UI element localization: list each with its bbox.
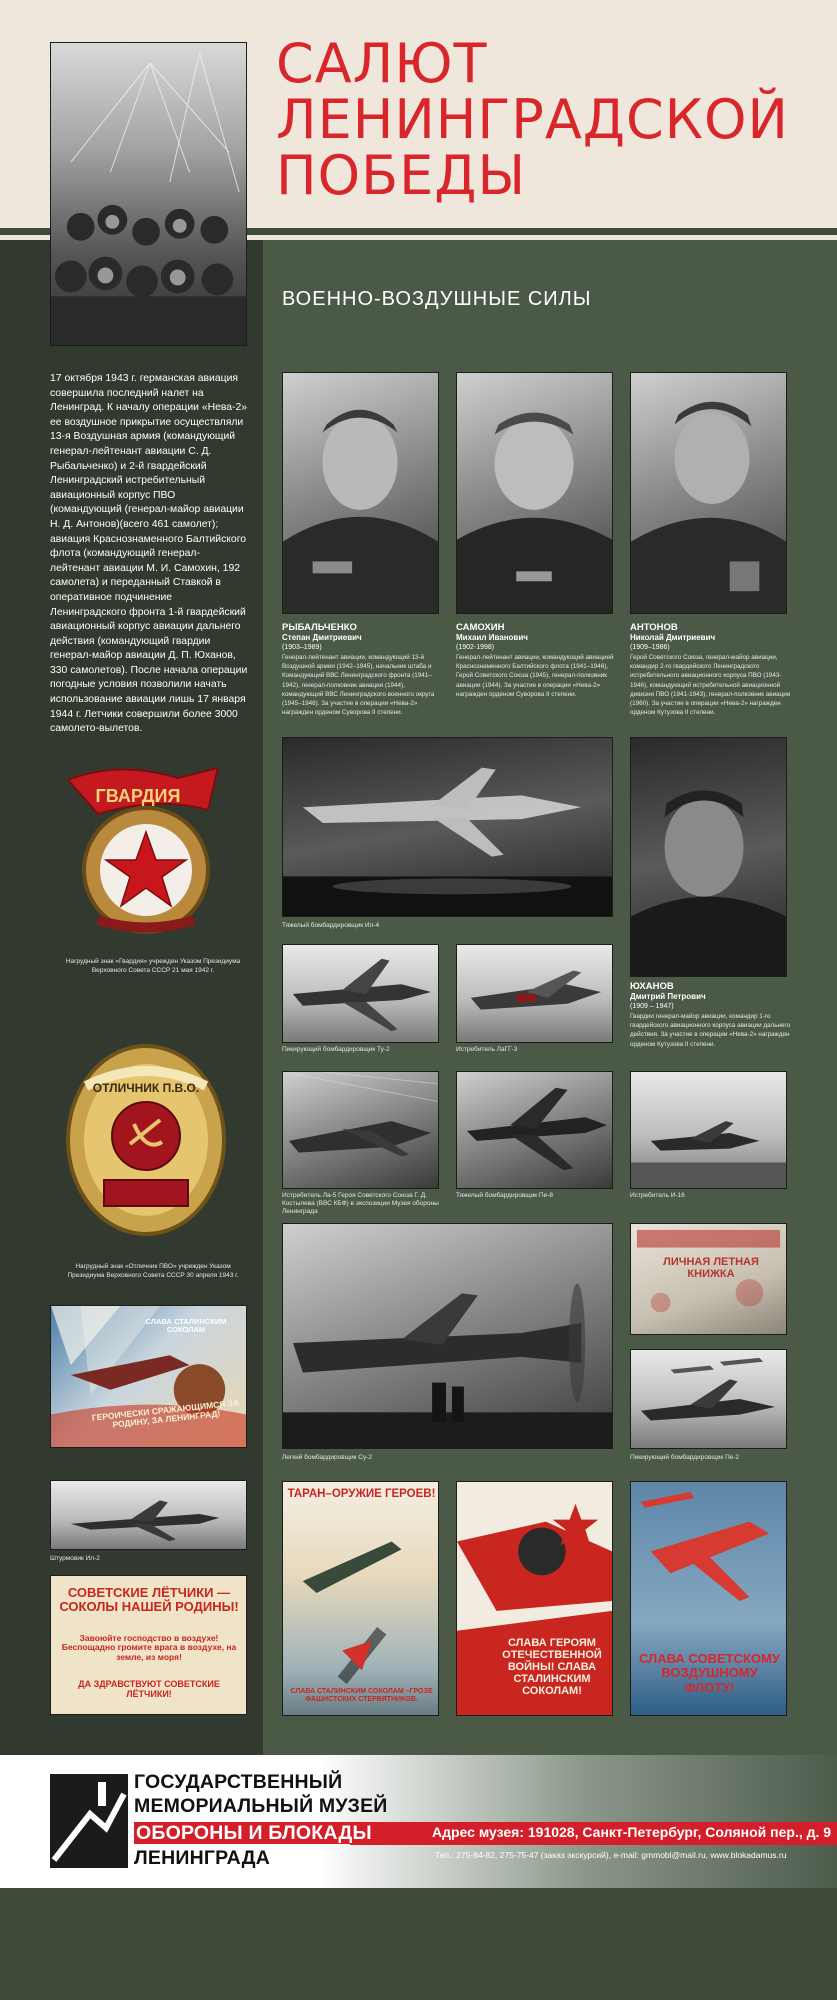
poster-stalin-falcons-bottom: ГЕРОИЧЕСКИ СРАЖАЮЩИМСЯ ЗА РОДИНУ, ЗА ЛЕНИНГРАД! bbox=[91, 1397, 240, 1430]
bio-years: (1909 – 1947) bbox=[630, 1003, 674, 1010]
il4-photo bbox=[282, 737, 613, 917]
bottom-band bbox=[0, 1888, 837, 2000]
poster-taran bbox=[282, 1481, 439, 1716]
bio-surname: АНТОНОВ bbox=[630, 622, 678, 633]
museum-logo bbox=[50, 1774, 128, 1868]
bio-years: (1902-1998) bbox=[456, 644, 495, 651]
flight-logbook-photo bbox=[630, 1223, 787, 1335]
museum-name-line: МЕМОРИАЛЬНЫЙ МУЗЕЙ bbox=[134, 1795, 388, 1817]
bio-text: Генерал-лейтенант авиации, командующий 13-й Воздушной армии (1942–1945), начальник штаба и Командующий ВВС Ленинградского фронта (1941–1942), генерал-полковник авиации (1944), командующий ВВС Ленинградского военного округа (1945–1946). За участие в операции «Нева-2» награжден орденом Суворова II степени. bbox=[282, 654, 435, 717]
museum-name-line: ЛЕНИНГРАДА bbox=[134, 1847, 270, 1869]
bio-years: (1909–1986) bbox=[630, 644, 670, 651]
poster-soviet-pilots-text: Завоюйте господство в воздухе! Беспощадно громите врага в воздухе, на земле, из моря! bbox=[61, 1633, 237, 1662]
museum-name-line: ОБОРОНЫ И БЛОКАДЫ bbox=[134, 1822, 378, 1844]
logbook-label: ЛИЧНАЯ ЛЕТНАЯ КНИЖКА bbox=[663, 1256, 759, 1281]
intro-text: 17 октября 1943 г. германская авиация совершила последний налет на Ленинград. К началу операции «Нева-2» ее воздушное прикрытие осуществляли 13-я Воздушная армия (командующий генерал-лейтенант авиации С. Д. Рыбальченко) и 2-й гвардейский Ленинградский истребительный авиационный корпус ПВО (командующий (генерал-майор авиации Н. Д. Антонов)(всего 461 самолет); авиация Краснознаменного Балтийского флота (командующий генерал-лейтенант авиации М. И. Самохин, 192 самолета) и переданный Ставкой в оперативное подчинение Ленинградского фронта 1-й гвардейский авиационный корпус авиации дальнего действия (командующий гвардии генерал-майор авиации Д. П. Юханов, 330 самолетов). После начала операции погодные условия позволили начать использование авиации лишь 17 января 1944 г. Летчики совершили более 3000 самолето-вылетов. bbox=[50, 373, 248, 735]
bio-yukhanov bbox=[630, 981, 792, 1049]
pe2-photo bbox=[630, 1349, 787, 1449]
bio-antonov bbox=[630, 622, 792, 717]
poster-air-fleet bbox=[630, 1481, 787, 1716]
pe8-photo bbox=[456, 1071, 613, 1189]
poster-stalin-falcons bbox=[50, 1305, 247, 1448]
museum-contacts: Тел.: 275-84-82, 275-75-47 (заказ экскурсий), e-mail: gmmobl@mail.ru, www.blokadamus.ru bbox=[435, 1850, 787, 1860]
pvo-badge-caption: Нагрудный знак «Отличник ПВО» учрежден Указом Президиума Верховного Совета СССР 30 апреля 1943 г. bbox=[67, 1263, 239, 1279]
bio-first-name: Михаил Иванович bbox=[456, 633, 528, 642]
bio-text: Генерал-лейтенант авиации, командующий авиацией Краснознаменного Балтийского флота (1941–1946), Герой Советского Союза (1945), генерал-полковник авиации (1944). За участие в операции «Нева-2» награжден орденом Суворова II степени. bbox=[456, 654, 614, 698]
lagg3-caption: Истребитель ЛаГГ-3 bbox=[456, 1046, 518, 1053]
su2-photo bbox=[282, 1223, 613, 1449]
pe2-caption: Пикирующий бомбардировщик Пе-2 bbox=[630, 1454, 740, 1461]
guards-badge-label: ГВАРДИЯ bbox=[95, 786, 181, 806]
portrait-yukhanov bbox=[630, 737, 787, 977]
portrait-rybalchenko bbox=[282, 372, 439, 614]
bio-samokhin bbox=[456, 622, 618, 699]
bio-rybalchenko bbox=[282, 622, 444, 717]
il2-caption: Штурмовик Ил-2 bbox=[50, 1555, 100, 1562]
bio-years: (1903–1989) bbox=[282, 644, 322, 651]
pvo-badge bbox=[64, 1040, 229, 1240]
su2-caption: Легкий бомбардировщик Су-2 bbox=[282, 1454, 373, 1461]
poster-heroes bbox=[456, 1481, 613, 1716]
salute-crowd-photo bbox=[50, 42, 247, 346]
title-line: ЛЕНИНГРАДСКОЙ bbox=[276, 88, 789, 151]
bio-surname: РЫБАЛЬЧЕНКО bbox=[282, 622, 357, 633]
poster-soviet-pilots-footer: ДА ЗДРАВСТВУЮТ СОВЕТСКИЕ ЛЁТЧИКИ! bbox=[78, 1679, 220, 1699]
la5-photo bbox=[282, 1071, 439, 1189]
tu2-photo bbox=[282, 944, 439, 1043]
portrait-antonov bbox=[630, 372, 787, 614]
poster-soviet-pilots bbox=[50, 1575, 247, 1715]
la5-caption: Истребитель Ла-5 Героя Советского Союза Г. Д. Костылева (ВВС КБФ) в экспозиции Музея обороны Ленинграда bbox=[282, 1192, 439, 1215]
poster-taran-top: ТАРАН–ОРУЖИЕ ГЕРОЕВ! bbox=[287, 1488, 436, 1500]
poster-air-fleet-bottom: СЛАВА СОВЕТСКОМУ ВОЗДУШНОМУ ФЛОТУ! bbox=[639, 1651, 780, 1695]
bio-first-name: Николай Дмитриевич bbox=[630, 633, 716, 642]
poster-soviet-pilots-title: СОВЕТСКИЕ ЛЁТЧИКИ — СОКОЛЫ НАШЕЙ РОДИНЫ! bbox=[59, 1585, 239, 1615]
bio-first-name: Степан Дмитриевич bbox=[282, 633, 362, 642]
bio-surname: ЮХАНОВ bbox=[630, 981, 674, 992]
portrait-samokhin bbox=[456, 372, 613, 614]
bio-surname: САМОХИН bbox=[456, 622, 505, 633]
pvo-badge-label: ОТЛИЧНИК П.В.О. bbox=[92, 1081, 200, 1095]
i16-photo bbox=[630, 1071, 787, 1189]
bio-first-name: Дмитрий Петрович bbox=[630, 992, 706, 1001]
page-title bbox=[276, 32, 816, 207]
museum-address: Адрес музея: 191028, Санкт-Петербург, Соляной пер., д. 9 bbox=[432, 1824, 832, 1840]
title-line: ПОБЕДЫ bbox=[276, 144, 527, 207]
i16-caption: Истребитель И-16 bbox=[630, 1192, 685, 1199]
museum-name-line: ГОСУДАРСТВЕННЫЙ bbox=[134, 1771, 343, 1793]
il2-photo bbox=[50, 1480, 247, 1550]
pe8-caption: Тяжелый бомбардировщик Пе-8 bbox=[456, 1192, 553, 1199]
bio-text: Гвардии генерал-майор авиации, командир 1-го гвардейского авиационного корпуса авиации дальнего действия. За участие в операции «Нева-2» награжден орденом Кутузова II степени. bbox=[630, 1013, 791, 1048]
tu2-caption: Пикирующий бомбардировщик Ту-2 bbox=[282, 1046, 390, 1053]
bio-text: Герой Советского Союза, генерал-майор авиации, командир 2-го гвардейского Ленинградского истребительного авиационного корпуса ПВО (1943-1946), командующий истребительной авиационной дивизии ПВО (1941-1943), генерал-полковник авиации (1960). За участие в операции «Нева-2» награжден орденом Кутузова II степени. bbox=[630, 654, 791, 717]
poster-taran-bottom: СЛАВА СТАЛИНСКИМ СОКОЛАМ –ГРОЗЕ ФАШИСТСКИХ СТЕРВЯТНИКОВ. bbox=[290, 1688, 433, 1703]
section-title: ВОЕННО-ВОЗДУШНЫЕ СИЛЫ bbox=[282, 288, 592, 310]
lagg3-photo bbox=[456, 944, 613, 1043]
il4-caption: Тяжелый бомбардировщик Ил-4 bbox=[282, 922, 380, 929]
poster-stalin-falcons-top: СЛАВА СТАЛИНСКИМ СОКОЛАМ bbox=[145, 1317, 227, 1335]
guards-badge-caption: Нагрудный знак «Гвардия» учрежден Указом Президиума Верховного Совета СССР 21 мая 1942 г. bbox=[65, 958, 241, 974]
title-line: САЛЮТ bbox=[276, 32, 488, 95]
poster-heroes-bottom: СЛАВА ГЕРОЯМ ОТЕЧЕСТВЕННОЙ ВОЙНЫ! СЛАВА СТАЛИНСКИМ СОКОЛАМ! bbox=[502, 1637, 602, 1698]
guards-badge bbox=[58, 760, 230, 940]
